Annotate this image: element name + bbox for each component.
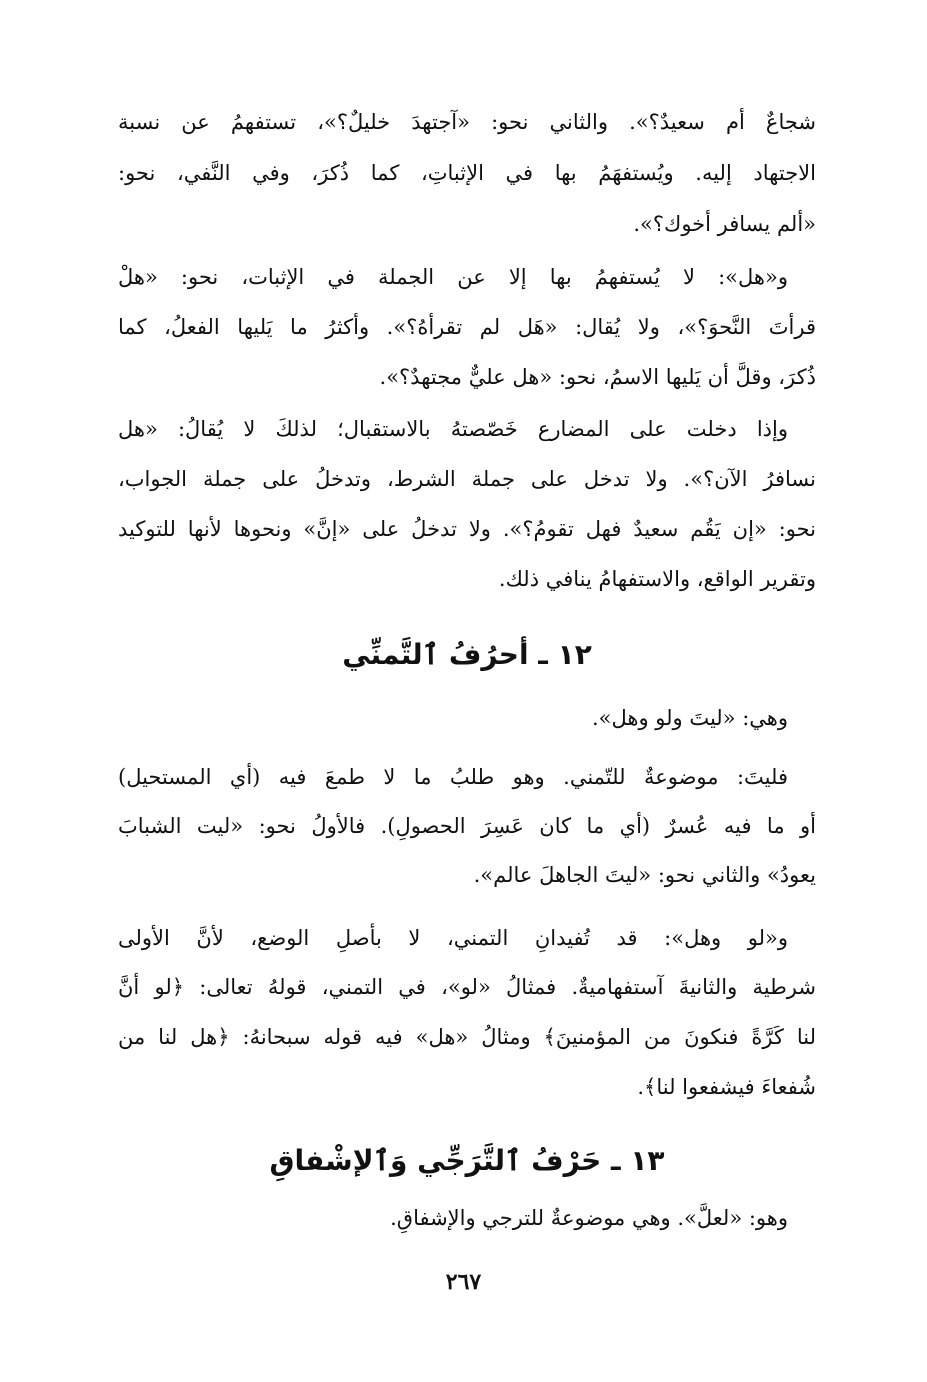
- text-line: نحو: «إن يَقُم سعيدٌ فهل تقومُ؟». ولا تدخلُ على «إنَّ» ونحوها لأنها للتوكيد: [118, 517, 816, 541]
- text-line: أو ما فيه عُسرٌ (أي ما كان عَسِرَ الحصولِ). فالأولُ نحو: «ليت الشبابَ: [118, 814, 816, 838]
- page-number: ٢٦٧: [445, 1269, 482, 1295]
- text-line: قرأتَ النَّحوَ؟»، ولا يُقال: «هَل لم تقرأهُ؟». وأكثرُ ما يَليها الفعلُ، كما: [118, 315, 816, 339]
- text-line: و«لو وهل»: قد تُفيدانِ التمني، لا بأصلِ الوضع، لأنَّ الأولى: [118, 926, 788, 950]
- text-line: وتقرير الواقع، والاستفهامُ ينافي ذلك.: [498, 567, 816, 591]
- text-line: شرطية والثانيةَ آستفهاميةٌ. فمثالُ «لو»، في التمني، قولهُ تعالى: ﴿لو أنَّ: [118, 975, 816, 999]
- text-line: لنا كَرَّةً فنكونَ من المؤمنينَ﴾ ومثالُ «هل» فيه قوله سبحانهُ: ﴿هل لنا من: [118, 1025, 816, 1049]
- text-line: و«هل»: لا يُستفهمُ بها إلا عن الجملة في الإثبات، نحو: «هلْ: [118, 265, 788, 289]
- text-line: «ألم يسافر أخوك؟».: [633, 212, 816, 236]
- text-line: شجاعٌ أم سعيدٌ؟». والثاني نحو: «آجتهدَ خليلٌ؟»، تستفهمُ عن نسبة: [118, 110, 816, 134]
- text-line: وهي: «ليتَ ولو وهل».: [591, 706, 788, 730]
- section-heading: ١٣ ـ حَرْفُ ٱلتَّرَجِّي وَٱلإشْفاقِ: [269, 1144, 665, 1177]
- text-line: فليتَ: موضوعةٌ للتّمني. وهو طلبُ ما لا طمعَ فيه (أي المستحيل): [118, 765, 788, 789]
- text-line: شُفعاءَ فيشفعوا لنا﴾.: [637, 1075, 816, 1099]
- text-line: الاجتهاد إليه. ويُستفهَمُ بها في الإثباتِ، كما ذُكرَ، وفي النَّفي، نحو:: [118, 161, 816, 185]
- text-line: يعودُ» والثاني نحو: «ليتَ الجاهلَ عالم».: [473, 863, 816, 887]
- text-line: نسافرُ الآن؟». ولا تدخل على جملة الشرط، وتدخلُ على جملة الجواب،: [118, 467, 816, 491]
- text-line: ذُكرَ، وقلَّ أن يَليها الاسمُ، نحو: «هل عليٌّ مجتهدٌ؟».: [379, 365, 816, 389]
- text-line: وهو: «لعلَّ». وهي موضوعةٌ للترجي والإشفاقِ.: [390, 1206, 788, 1230]
- text-line: وإذا دخلت على المضارع خَصّصتهُ بالاستقبال؛ لذلكَ لا يُقالُ: «هل: [118, 417, 788, 441]
- section-heading: ١٢ ـ أحرُفُ ٱلتَّمنِّي: [342, 638, 592, 671]
